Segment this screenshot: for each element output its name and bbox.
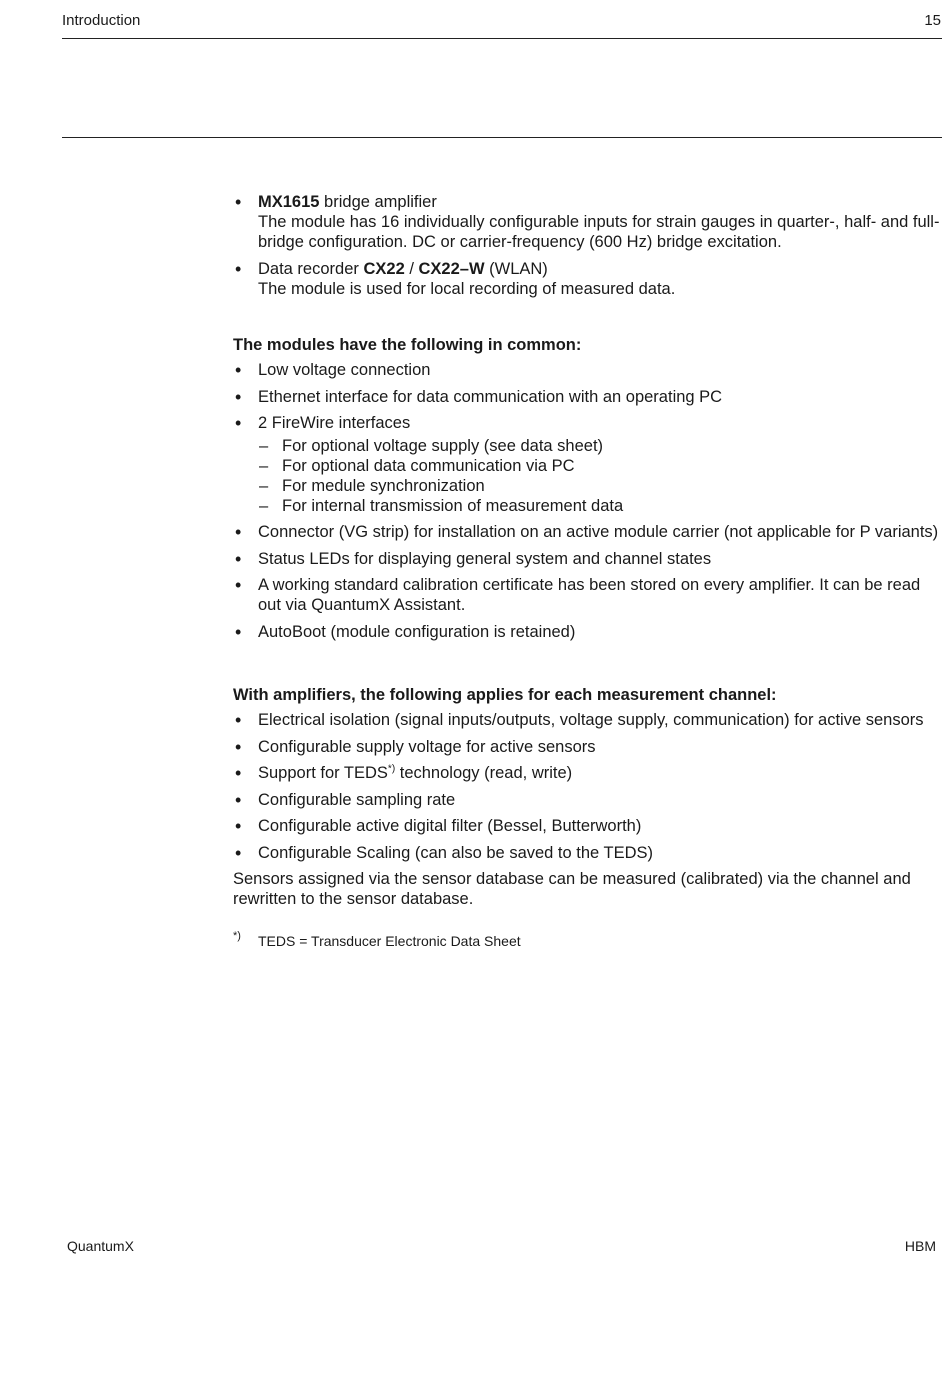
list-item [233, 816, 945, 836]
module-item-cx22 [233, 259, 945, 299]
list-item-text: Configurable active digital filter (Bessel, Butterworth) [258, 817, 642, 835]
section-divider-rule [62, 137, 942, 138]
bullet-icon: • [235, 522, 242, 542]
list-item-text: Ethernet interface for data communication with an operating PC [258, 387, 723, 406]
list-item [233, 549, 945, 569]
module-type: bridge amplifier [319, 193, 437, 211]
sub-list-item [233, 436, 945, 456]
module-name: MX1615 [258, 193, 320, 211]
amplifier-features-heading: With amplifiers, the following applies for each measurement channel: [233, 686, 777, 704]
list-item-text-cont: technology (read, write) [395, 764, 573, 782]
module-item-mx1615 [233, 192, 945, 252]
bullet-icon: • [235, 258, 242, 279]
list-item-teds [233, 763, 945, 783]
bullet-icon: • [235, 736, 242, 757]
list-item [233, 710, 945, 730]
main-content [233, 192, 945, 951]
dash-icon: – [259, 477, 269, 495]
bullet-icon: • [235, 789, 242, 810]
running-header-section: Introduction [62, 12, 141, 29]
list-item-text: AutoBoot (module configuration is retained) [258, 622, 576, 641]
footnote-text: TEDS = Transducer Electronic Data Sheet [258, 933, 521, 949]
list-item [233, 387, 945, 407]
sub-list-item-text: For internal transmission of measurement data [282, 497, 624, 515]
list-item [233, 413, 945, 433]
bullet-icon: • [235, 816, 242, 836]
header-rule [62, 38, 942, 39]
sensor-database-paragraph: Sensors assigned via the sensor database can be measured (calibrated) via the channel and rewritten to the sensor database. [233, 870, 911, 908]
sub-list-item-text: For optional data communication via PC [282, 457, 575, 475]
module-description: The module is used for local recording of measured data. [258, 279, 676, 298]
module-separator: / [404, 259, 419, 278]
dash-icon: – [259, 437, 269, 455]
list-item-text: Low voltage connection [258, 361, 431, 379]
common-features-heading: The modules have the following in common: [233, 336, 582, 354]
sub-list-item-text: For medule synchronization [282, 477, 485, 495]
footnote [233, 931, 945, 951]
module-name: CX22 [363, 259, 405, 278]
dash-icon: – [259, 497, 269, 515]
module-prefix: Data recorder [258, 259, 364, 278]
list-item-text: Configurable supply voltage for active sensors [258, 737, 596, 756]
list-item-text: A working standard calibration certificate has been stored on every amplifier. It can be read out via QuantumX Assistant. [258, 576, 921, 614]
list-item [233, 575, 945, 615]
list-item [233, 360, 945, 380]
list-item-text: Status LEDs for displaying general system and channel states [258, 549, 712, 568]
dash-icon: – [259, 457, 269, 475]
module-suffix: (WLAN) [484, 259, 548, 278]
list-item-text: Support for TEDS [258, 764, 388, 782]
list-item-text: 2 FireWire interfaces [258, 414, 411, 432]
bullet-icon: • [235, 842, 242, 863]
bullet-icon: • [235, 413, 242, 433]
bullet-icon: • [235, 386, 242, 407]
sub-list-item [233, 456, 945, 476]
list-item-text: Configurable sampling rate [258, 790, 456, 809]
bullet-icon: • [235, 763, 242, 783]
bullet-icon: • [235, 192, 242, 212]
footer-company: HBM [904, 1238, 936, 1254]
list-item-text: Connector (VG strip) for installation on an active module carrier (not applicable for P variants) [258, 523, 939, 541]
list-item [233, 737, 945, 757]
bullet-icon: • [235, 575, 242, 595]
list-item [233, 622, 945, 642]
footnote-mark: *) [233, 930, 241, 942]
bullet-icon: • [235, 548, 242, 569]
footnote-reference: *) [387, 763, 396, 775]
footer-product: QuantumX [67, 1238, 134, 1254]
bullet-icon: • [235, 360, 242, 380]
bullet-icon: • [235, 621, 242, 642]
list-item-text: Configurable Scaling (can also be saved to the TEDS) [258, 843, 654, 862]
sub-list-item [233, 496, 945, 516]
list-item [233, 790, 945, 810]
sub-list-item [233, 476, 945, 496]
list-item [233, 522, 945, 542]
bullet-icon: • [235, 710, 242, 730]
list-item-text: Electrical isolation (signal inputs/outputs, voltage supply, communication) for active sensors [258, 711, 924, 729]
module-name-wlan: CX22–W [418, 259, 485, 278]
sub-list-item-text: For optional voltage supply (see data sheet) [282, 437, 604, 455]
page-number: 15 [924, 12, 941, 29]
module-description: The module has 16 individually configurable inputs for strain gauges in quarter-, half- and full-bridge configuration. DC or carrier-frequency (600 Hz) bridge excitation. [258, 213, 940, 251]
list-item [233, 843, 945, 863]
